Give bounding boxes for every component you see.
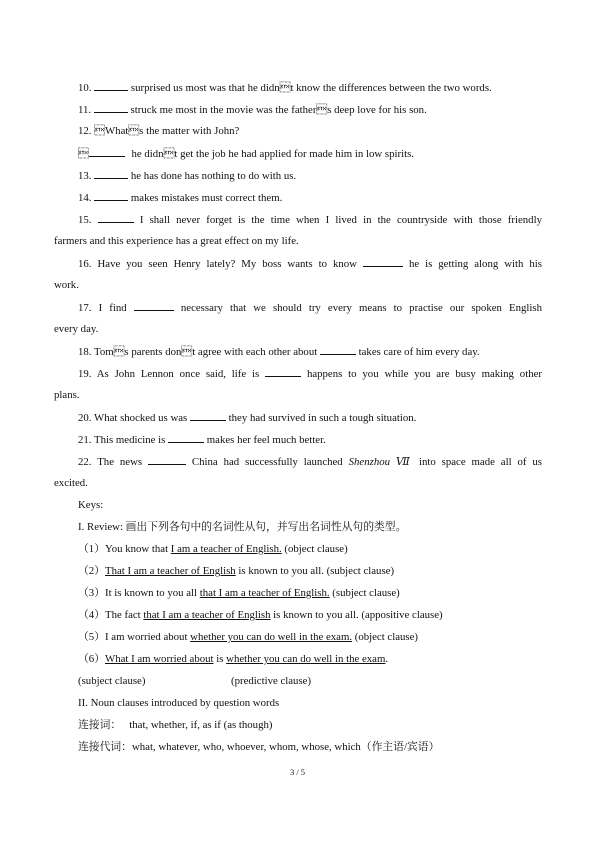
- page-number: 3 / 5: [289, 767, 306, 777]
- answer-blank: [94, 80, 128, 91]
- question-10: 10. surprised us most was that he didnt know the differences between the two words.: [78, 82, 492, 94]
- question-22-line-1: 22. The news China had successfully launched Shenzhou Ⅶ into space made all of us: [78, 456, 542, 468]
- conjunctive-pronouns-line: 连接代词：what, whatever, who, whoever, whom, whose, which（作主语/宾语）: [78, 741, 440, 753]
- question-20: 20. What shocked us was they had survived in such a tough situation.: [78, 412, 417, 424]
- answer-blank: [89, 146, 125, 157]
- answer-blank: [94, 102, 128, 113]
- question-11: 11. struck me most in the movie was the fathers deep love for his son.: [78, 104, 427, 116]
- question-15-line-2: farmers and this experience has a great effect on my life.: [54, 235, 299, 247]
- conjunctions-line: 连接词： that, whether, if, as if (as though): [78, 719, 273, 731]
- question-21: 21. This medicine is makes her feel much better.: [78, 434, 326, 446]
- question-14: 14. makes mistakes must correct them.: [78, 192, 283, 204]
- review-item-4: （4）The fact that I am a teacher of English is known to you all. (appositive clause): [78, 609, 443, 621]
- answer-blank: [94, 190, 128, 201]
- answer-blank: [148, 454, 186, 465]
- keys-heading: Keys:: [78, 499, 104, 511]
- question-22-line-2: excited.: [54, 477, 88, 489]
- review-item-1: （1）You know that I am a teacher of English. (object clause): [78, 543, 348, 555]
- question-16-line-1: 16. Have you seen Henry lately? My boss wants to know he is getting along with his: [78, 258, 542, 270]
- question-19-line-2: plans.: [54, 389, 80, 401]
- review-item-3: （3）It is known to you all that I am a teacher of English. (subject clause): [78, 587, 400, 599]
- question-17-line-2: every day.: [54, 323, 99, 335]
- question-13: 13. he has done has nothing to do with us.: [78, 170, 297, 182]
- question-15-line-1: 15. I shall never forget is the time when I lived in the countryside with those friendly: [78, 214, 542, 226]
- answer-blank: [98, 212, 134, 223]
- review-item-2: （2）That I am a teacher of English is known to you all. (subject clause): [78, 565, 395, 577]
- review-item-6: （6）What I am worried about is whether you can do well in the exam.: [78, 653, 389, 665]
- question-17-line-1: 17. I find necessary that we should try every means to practise our spoken English: [78, 302, 543, 314]
- question-12-line-1: 12. Whats the matter with John?: [78, 125, 240, 137]
- question-12-line-2:  he didnt get the job he had applied for made him in low spirits.: [78, 148, 414, 160]
- question-18: 18. Toms parents dont agree with each other about takes care of him every day.: [78, 346, 480, 358]
- question-16-line-2: work.: [54, 279, 79, 291]
- answer-blank: [190, 410, 226, 421]
- review-heading: I. Review: 画出下列各句中的名词性从句，并写出名词性从句的类型。: [78, 521, 407, 533]
- review-item-5: （5）I am worried about whether you can do well in the exam. (object clause): [78, 631, 418, 643]
- answer-blank: [320, 344, 356, 355]
- answer-blank: [134, 300, 174, 311]
- answer-blank: [265, 366, 301, 377]
- section-2-heading: II. Noun clauses introduced by question words: [78, 697, 280, 709]
- answer-blank: [94, 168, 128, 179]
- answer-blank: [363, 256, 403, 267]
- question-19-line-1: 19. As John Lennon once said, life is happens to you while you are busy making other: [78, 368, 542, 380]
- answer-blank: [168, 432, 204, 443]
- review-item-6-labels: (subject clause) (predictive clause): [78, 675, 312, 687]
